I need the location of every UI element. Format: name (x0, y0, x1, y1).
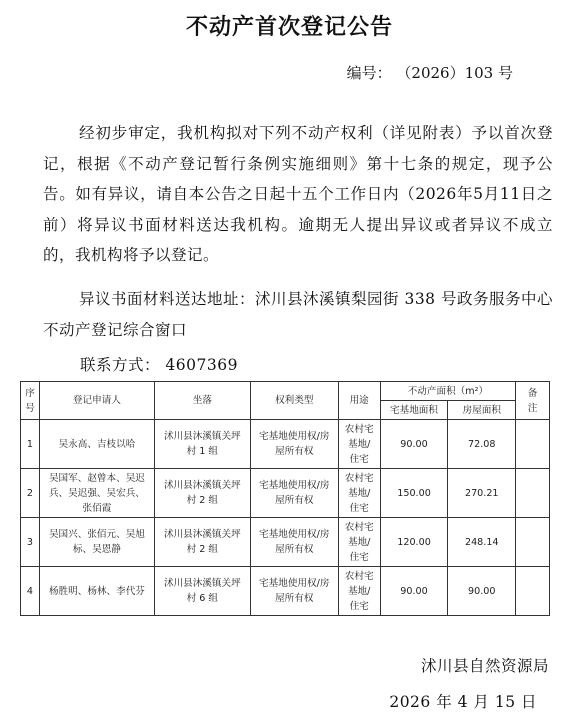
cell-right-type: 宅基地使用权/房屋所有权 (250, 567, 338, 616)
cell-seq: 2 (21, 469, 40, 518)
cell-usage: 农村宅基地/住宅 (338, 518, 380, 567)
cell-remark (516, 420, 550, 469)
cell-location: 沭川县沐溪镇关坪村 2 组 (154, 469, 250, 518)
notice-title: 不动产首次登记公告 (185, 15, 393, 40)
table-row (21, 469, 550, 518)
issue-date: 2026 年 4 月 15 日 (389, 693, 537, 711)
cell-applicant: 吴永高、吉枝以哈 (39, 420, 154, 469)
table-row (21, 567, 550, 616)
objection-address-paragraph: 异议书面材料送达地址：沭川县沐溪镇梨园街 338 号政务服务中心不动产登记综合窗口 (43, 290, 553, 339)
cell-right-type: 宅基地使用权/房屋所有权 (250, 420, 338, 469)
cell-applicant: 吴国军、赵曾本、吴迟兵、吴迟强、吴宏兵、张佰霞 (39, 469, 154, 518)
cell-seq: 3 (21, 518, 40, 567)
cell-right-type: 宅基地使用权/房屋所有权 (250, 518, 338, 567)
cell-applicant: 杨胜明、杨林、李代芬 (39, 567, 154, 616)
cell-house-area: 90.00 (448, 567, 516, 616)
header-right-type: 权利类型 (250, 382, 338, 420)
issuer-name: 沭川县自然资源局 (420, 657, 549, 675)
header-seq: 序号 (21, 382, 40, 420)
cell-location: 沭川县沐溪镇关坪村 1 组 (154, 420, 250, 469)
header-location: 坐落 (154, 382, 250, 420)
header-house-area: 房屋面积 (448, 401, 516, 420)
cell-remark (516, 567, 550, 616)
table-row (21, 518, 550, 567)
registration-table (20, 381, 550, 616)
header-applicant: 登记申请人 (39, 382, 154, 420)
document-number: 编号： （2026）103 号 (346, 64, 513, 82)
cell-seq: 4 (21, 567, 40, 616)
contact-line: 联系方式： 4607369 (80, 356, 238, 374)
header-remark: 备注 (516, 382, 550, 420)
cell-applicant: 吴国兴、张佰元、吴旭标、吴恩静 (39, 518, 154, 567)
header-usage: 用途 (338, 382, 380, 420)
cell-usage: 农村宅基地/住宅 (338, 420, 380, 469)
table-row (21, 420, 550, 469)
cell-land-area: 90.00 (380, 420, 448, 469)
header-area-group: 不动产面积（m²） (380, 382, 515, 401)
cell-usage: 农村宅基地/住宅 (338, 469, 380, 518)
header-land-area: 宅基地面积 (380, 401, 448, 420)
cell-land-area: 150.00 (380, 469, 448, 518)
notice-body-paragraph: 经初步审定，我机构拟对下列不动产权利（详见附表）予以首次登记，根据《不动产登记暂行条例实施细则》第十七条的规定，现予公告。如有异议，请自本公告之日起十五个工作日内（2026年5月11日之前）将异议书面材料送达我机构。逾期无人提出异议或者异议不成立的，我机构将予以登记。 (43, 124, 553, 264)
cell-right-type: 宅基地使用权/房屋所有权 (250, 469, 338, 518)
cell-location: 沭川县沐溪镇关坪村 6 组 (154, 567, 250, 616)
cell-remark (516, 469, 550, 518)
cell-remark (516, 518, 550, 567)
cell-land-area: 90.00 (380, 567, 448, 616)
cell-house-area: 248.14 (448, 518, 516, 567)
cell-location: 沭川县沐溪镇关坪村 2 组 (154, 518, 250, 567)
cell-land-area: 120.00 (380, 518, 448, 567)
cell-usage: 农村宅基地/住宅 (338, 567, 380, 616)
cell-house-area: 270.21 (448, 469, 516, 518)
cell-house-area: 72.08 (448, 420, 516, 469)
cell-seq: 1 (21, 420, 40, 469)
